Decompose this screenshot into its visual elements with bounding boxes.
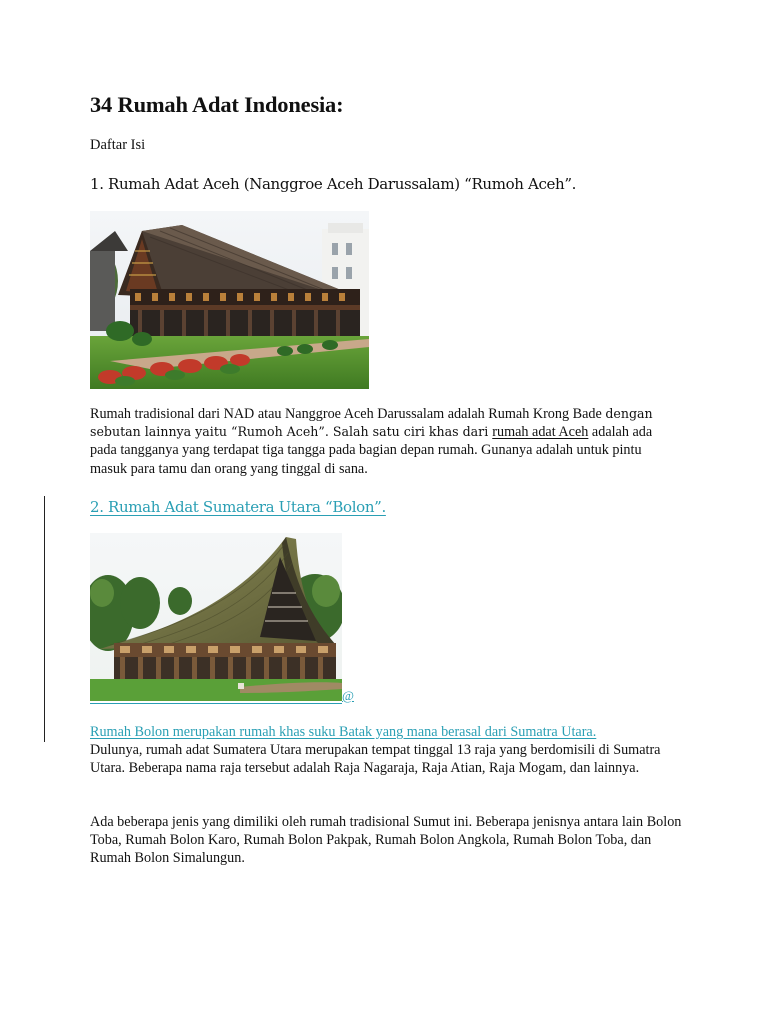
bolon-paragraph-2: Ada beberapa jenis yang dimiliki oleh rumah tradisional Sumut ini. Beberapa jenisnya antara lain Bolon Toba, Rumah Bolon Karo, Rumah Bolon Pakpak, Rumah Bolon Angkola, Rumah Bolon Toba, dan Rumah Bolon Simalungun. [90, 814, 682, 867]
image-source-link[interactable]: @ [342, 688, 354, 703]
revision-bar [44, 496, 45, 742]
bolon-paragraph-1-text: Dulunya, rumah adat Sumatera Utara merupakan tempat tinggal 13 raja yang berdomisili di Sumatra Utara. Beberapa nama raja tersebut adalah Raja Nagaraja, Raja Atian, Raja Mogam, dan lainnya. [90, 742, 661, 777]
rumah-adat-aceh-link[interactable]: rumah adat Aceh [492, 424, 589, 441]
section-heading-bolon-link[interactable]: 2. Rumah Adat Sumatera Utara “Bolon”. [90, 498, 386, 516]
bolon-paragraph-1 [90, 723, 690, 778]
aceh-paragraph-part-b: dengan sebutan lainnya yaitu “Rumoh Aceh”. Salah satu ciri khas dari [90, 406, 653, 440]
aceh-paragraph-part-a: Rumah tradisional dari NAD atau Nanggroe Aceh Darussalam adalah Rumah Krong Bade [90, 406, 606, 422]
rumah-bolon-photo[interactable] [90, 533, 342, 701]
rumah-bolon-link[interactable]: Rumah Bolon merupakan rumah khas suku Batak yang mana berasal dari Sumatra Utara. [90, 724, 597, 740]
page-title: 34 Rumah Adat Indonesia: [90, 92, 344, 117]
table-of-contents-label[interactable]: Daftar Isi [90, 137, 146, 153]
section-heading-aceh: 1. Rumah Adat Aceh (Nanggroe Aceh Darussalam) “Rumoh Aceh”. [90, 175, 577, 193]
rumoh-aceh-photo [90, 211, 369, 389]
image-link-underline [90, 703, 342, 704]
aceh-paragraph [90, 405, 675, 478]
aceh-paragraph-part-c: adalah ada pada tangganya yang terdapat tiga tangga pada bagian depan rumah. Gunanya adalah untuk pintu masuk para tamu dan orang yang tinggal di sana. [90, 424, 653, 477]
